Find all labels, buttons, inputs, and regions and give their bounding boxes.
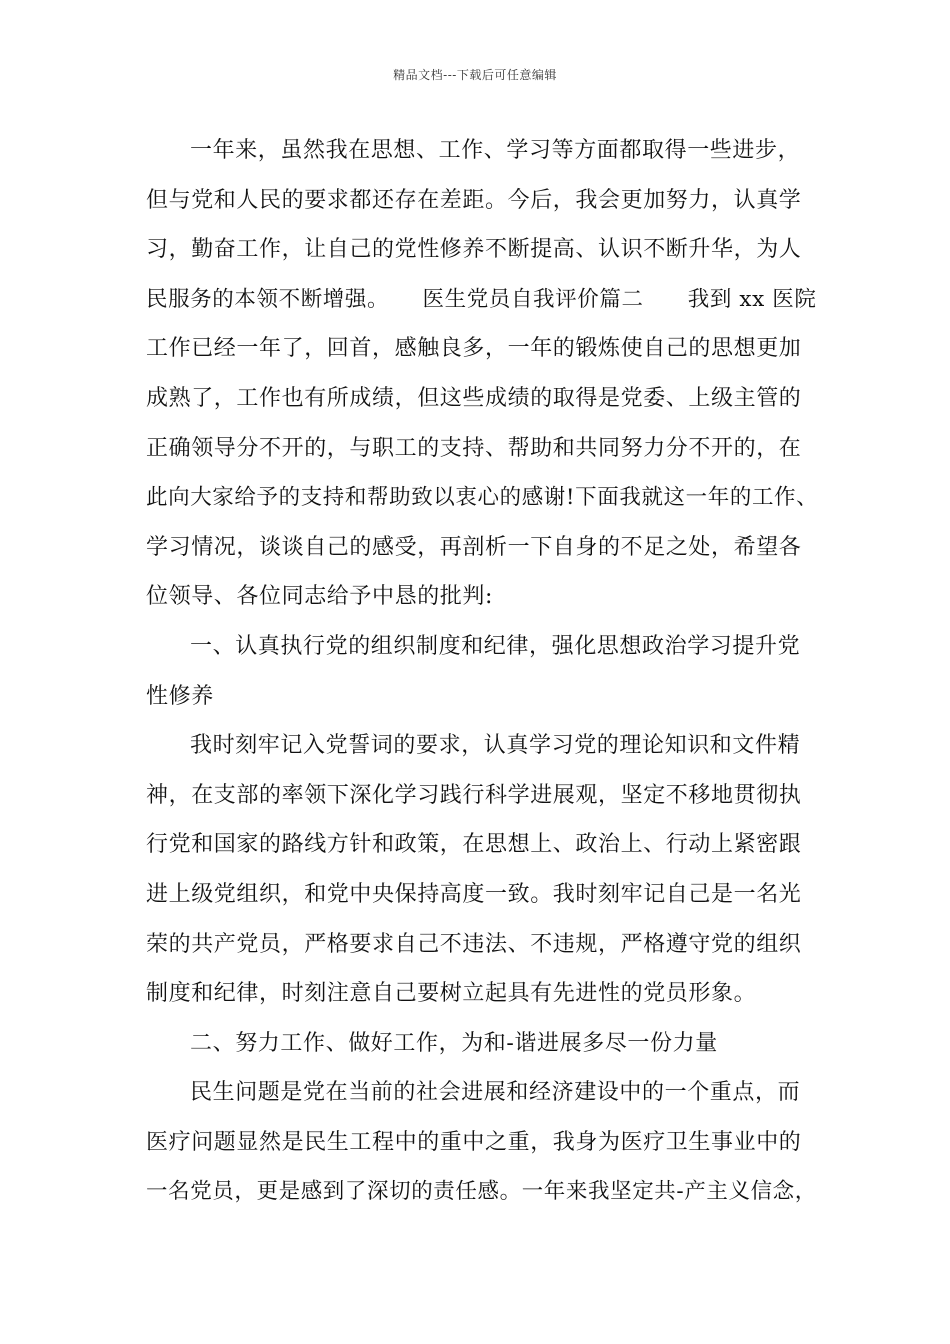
text-line: 位领导、各位同志给予中恳的批判: — [146, 584, 494, 610]
text-line: 一年来，虽然我在思想、工作、学习等方面都取得一些进步， — [190, 138, 801, 163]
text-line: 正确领导分不开的，与职工的支持、帮助和共同努力分不开的，在 — [146, 435, 802, 461]
text-line: 成熟了，工作也有所成绩，但这些成绩的取得是党委、上级主管的 — [146, 385, 802, 411]
text-line: 制度和纪律，时刻注意自己要树立起具有先进性的党员形象。 — [146, 981, 757, 1007]
text-line: 习，勤奋工作，让自己的党性修养不断提高、认识不断升华，为人 — [146, 237, 802, 263]
text-line: 学习情况，谈谈自己的感受，再剖析一下自身的不足之处，希望各 — [146, 534, 802, 560]
text-line: 性修养 — [146, 683, 214, 709]
text-line: 民生问题是党在当前的社会进展和经济建设中的一个重点，而 — [190, 1080, 801, 1106]
text-line: 二、努力工作、做好工作，为和-谐进展多尽一份力量 — [190, 1030, 718, 1056]
text-line: 神，在支部的率领下深化学习践行科学进展观，坚定不移地贯彻执 — [146, 782, 802, 808]
text-line: 行党和国家的路线方针和政策，在思想上、政治上、行动上紧密跟 — [146, 832, 802, 858]
text-line: 荣的共产党员，严格要求自己不违法、不违规，严格遵守党的组织 — [146, 931, 802, 957]
page-header: 精品文档---下载后可任意编辑 — [393, 68, 557, 82]
document-body — [146, 126, 826, 1217]
text-line: 进上级党组织，和党中央保持高度一致。我时刻牢记自己是一名光 — [146, 881, 802, 907]
text-line: 工作已经一年了，回首，感触良多，一年的锻炼使自己的思想更加 — [146, 336, 802, 362]
text-line: 此向大家给予的支持和帮助致以衷心的感谢!下面我就这一年的工作、 — [146, 485, 819, 511]
text-line: 医疗问题显然是民生工程中的重中之重，我身为医疗卫生事业中的 — [146, 1129, 802, 1155]
text-line: 一、认真执行党的组织制度和纪律，强化思想政治学习提升党 — [190, 633, 801, 659]
text-line: 但与党和人民的要求都还存在差距。今后，我会更加努力，认真学 — [146, 187, 802, 213]
text-line: 民服务的本领不断增强。 医生党员自我评价篇二 我到 xx 医院 — [146, 286, 817, 312]
text-line: 一名党员，更是感到了深切的责任感。一年来我坚定共-产主义信念， — [146, 1179, 817, 1205]
text-line: 我时刻牢记入党誓词的要求，认真学习党的理论知识和文件精 — [190, 733, 801, 759]
